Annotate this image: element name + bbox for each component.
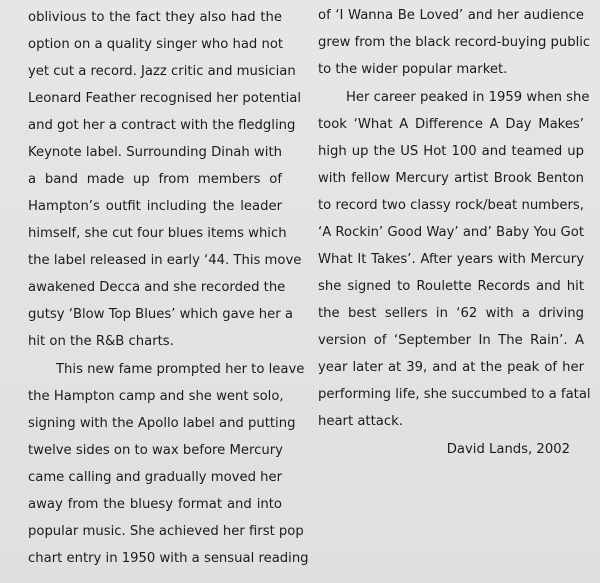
text-line: to record two classy rock/beat numbers, [318, 198, 584, 213]
text-line: Leonard Feather recognised her potential [28, 91, 302, 106]
text-line: heart attack. [318, 414, 403, 429]
text-line: version of ‘September In The Rain’. A [318, 333, 584, 348]
text-line: took ‘What A Difference A Day Makes’ [318, 117, 584, 132]
text-line: the Hampton camp and she went solo, [28, 389, 284, 404]
text-line: a band made up from members of [28, 172, 282, 187]
text-line: ‘A Rockin’ Good Way’ and’ Baby You Got [318, 225, 584, 240]
text-line: chart entry in 1950 with a sensual reading [28, 551, 309, 566]
text-line: hit on the R&B charts. [28, 334, 174, 349]
text-line: year later at 39, and at the peak of her [318, 360, 584, 375]
text-line: awakened Decca and she recorded the [28, 280, 286, 295]
paragraph-first-line: This new fame prompted her to leave [56, 362, 305, 377]
text-line: with fellow Mercury artist Brook Benton [318, 171, 584, 186]
text-line: and got her a contract with the fledgling [28, 118, 296, 133]
text-line: away from the bluesy format and into [28, 497, 282, 512]
text-line: Hampton’s outfit including the leader [28, 199, 282, 214]
text-line: the best sellers in ‘62 with a driving [318, 306, 584, 321]
text-line: gutsy ‘Blow Top Blues’ which gave her a [28, 307, 293, 322]
text-line: the label released in early ‘44. This move [28, 253, 302, 268]
text-line: popular music. She achieved her first pop [28, 524, 304, 539]
text-line: to the wider popular market. [318, 62, 508, 77]
text-line: twelve sides on to wax before Mercury [28, 443, 283, 458]
text-line: himself, she cut four blues items which [28, 226, 287, 241]
text-line: grew from the black record-buying public [318, 35, 591, 50]
text-line: came calling and gradually moved her [28, 470, 283, 485]
text-line: Keynote label. Surrounding Dinah with [28, 145, 282, 160]
text-line: oblivious to the fact they also had the [28, 10, 282, 25]
text-line: signing with the Apollo label and putting [28, 416, 296, 431]
text-line: option on a quality singer who had not [28, 37, 284, 52]
paragraph-first-line: Her career peaked in 1959 when she [346, 90, 590, 105]
text-line: What It Takes’. After years with Mercury [318, 252, 584, 267]
author-signature: David Lands, 2002 [446, 442, 570, 457]
text-line: performing life, she succumbed to a fatal [318, 387, 591, 402]
text-line: of ‘I Wanna Be Loved’ and her audience [318, 8, 584, 23]
text-line: yet cut a record. Jazz critic and musician [28, 64, 296, 79]
text-line: she signed to Roulette Records and hit [318, 279, 584, 294]
text-line: high up the US Hot 100 and teamed up [318, 144, 584, 159]
